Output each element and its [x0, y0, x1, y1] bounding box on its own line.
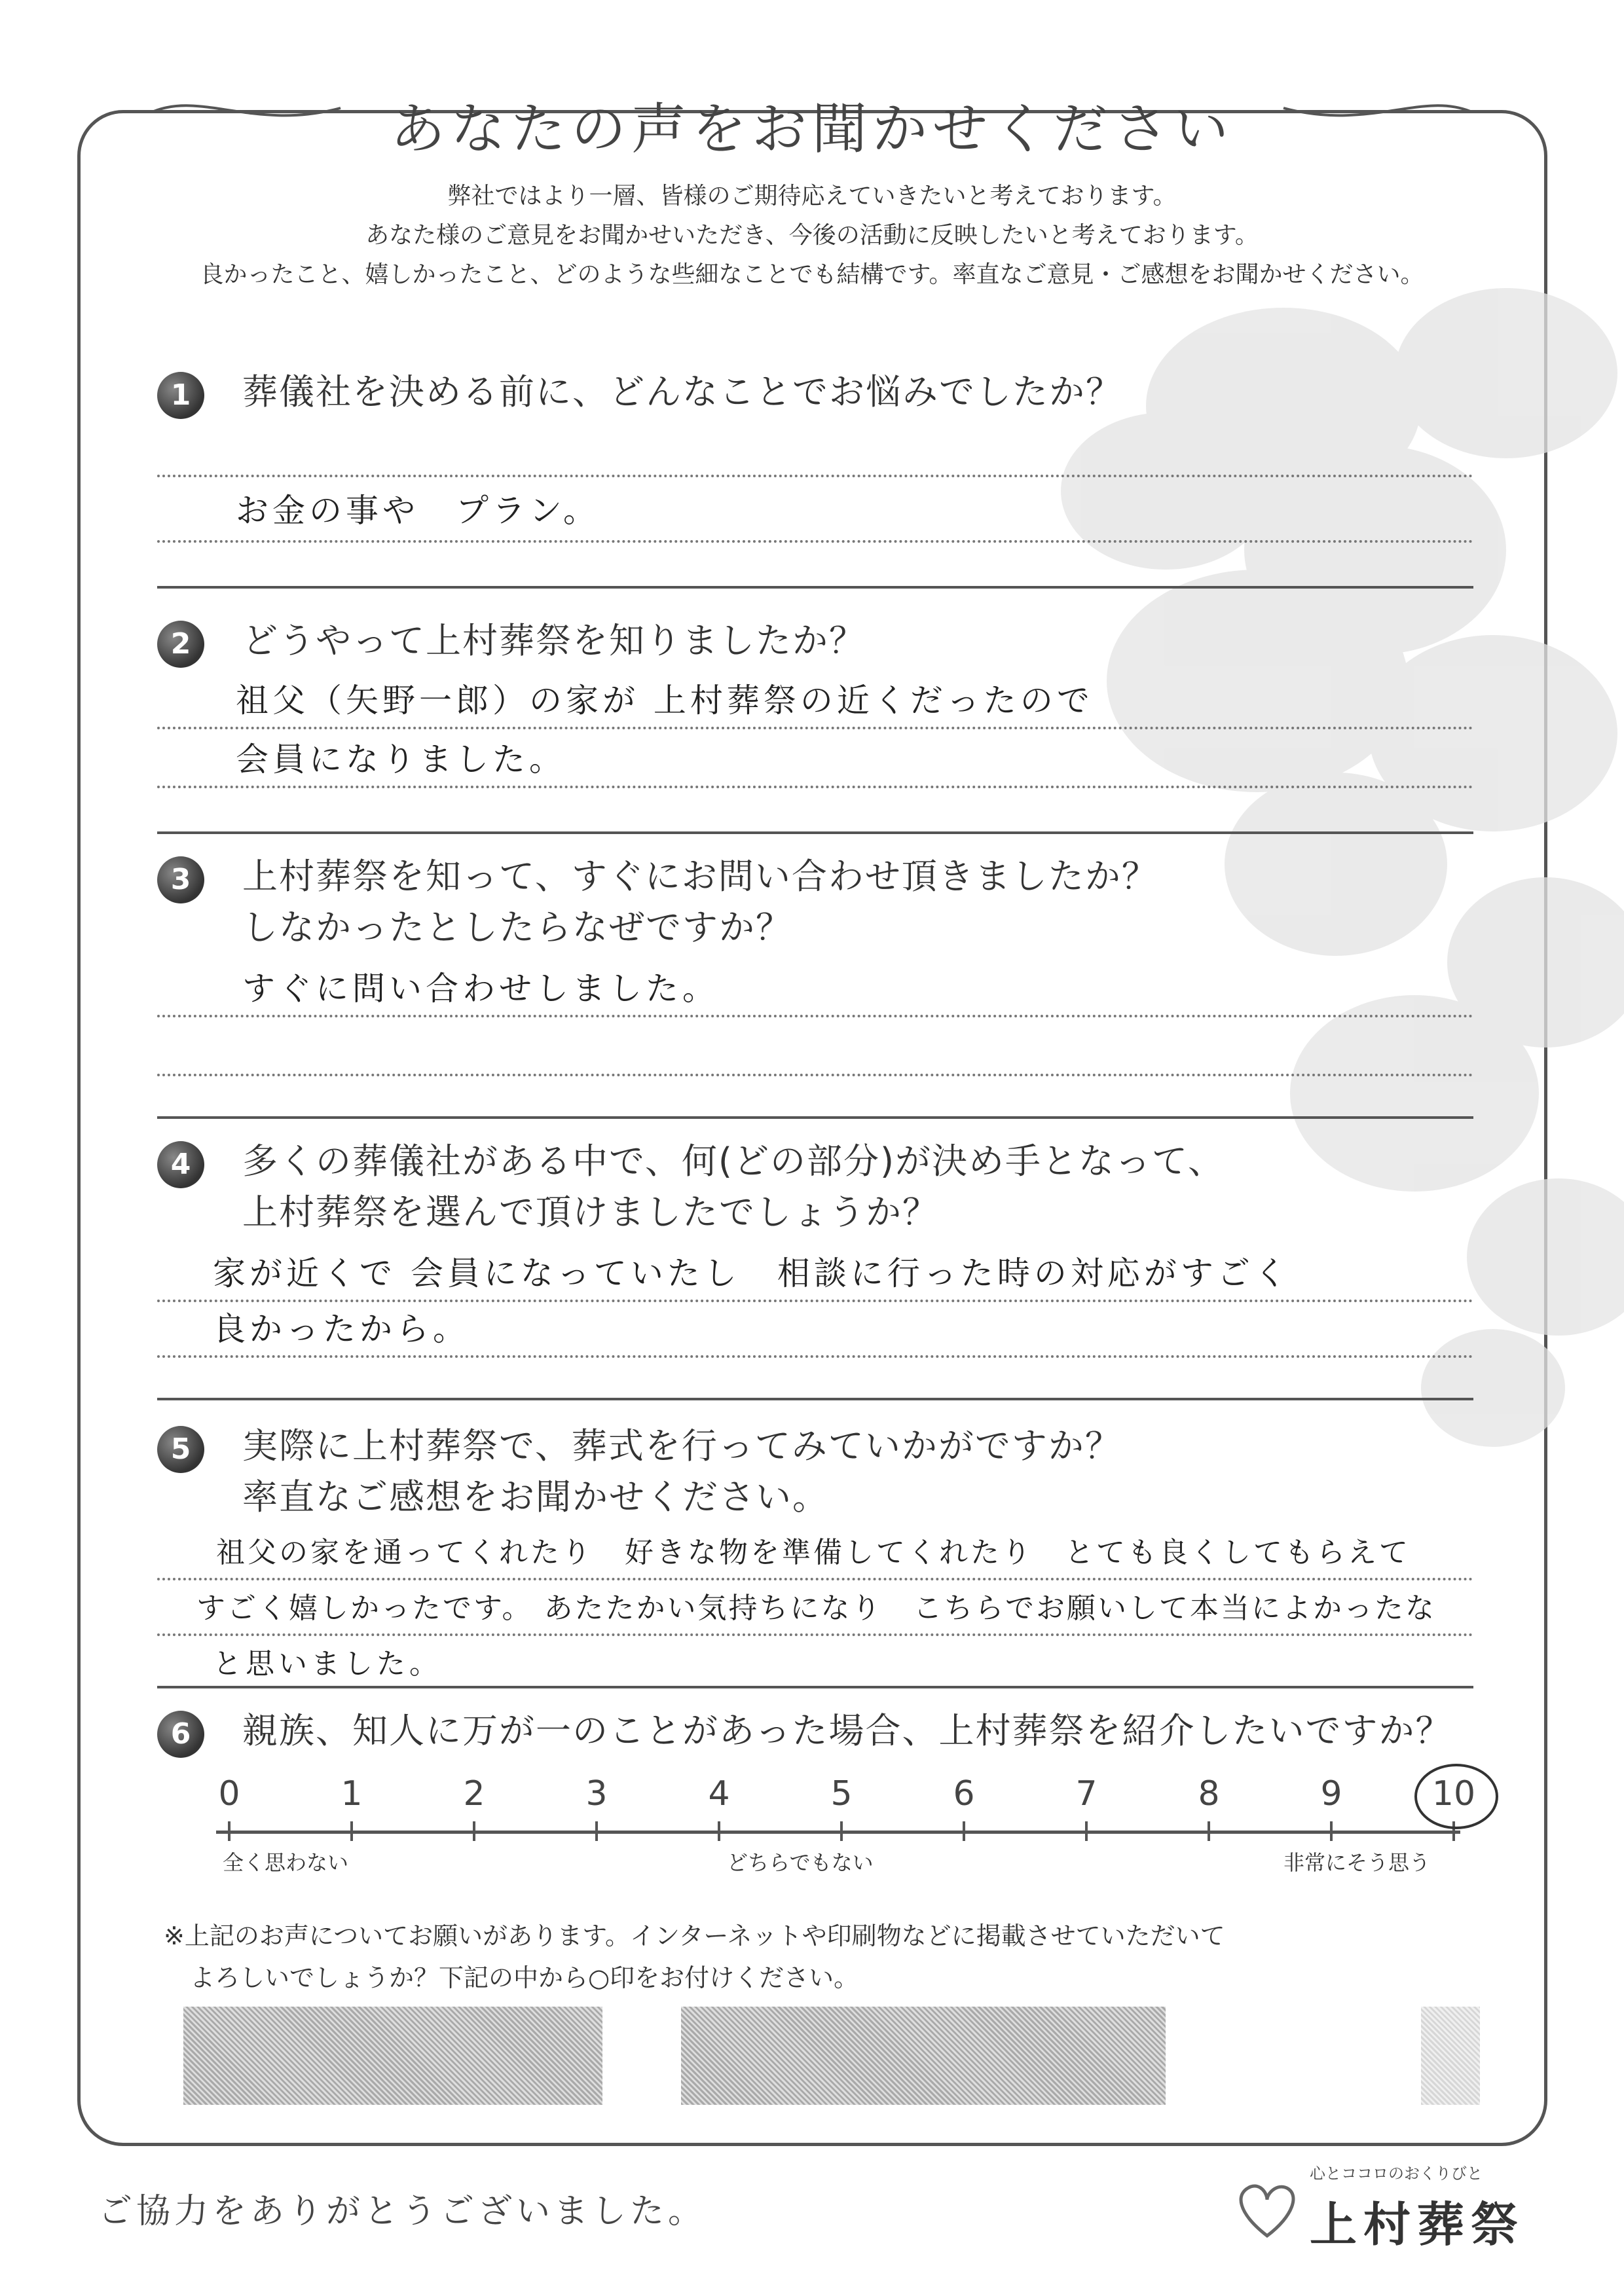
page-title: あなたの声をお聞かせください [390, 97, 1234, 161]
scale-tick-label: 10 [1431, 1774, 1476, 1813]
scale-tick-label: 5 [830, 1774, 853, 1813]
rating-scale-line [216, 1831, 1460, 1834]
brand-logo [1225, 2160, 1526, 2252]
scale-label-low: 全く思わない [223, 1850, 349, 1875]
answer-text: 祖父の家を通ってくれたり 好きな物を準備してくれたり とても良くしてもらえて [216, 1536, 1411, 1569]
answer-text: 良かったから。 [213, 1310, 470, 1348]
scale-tick-mark [963, 1821, 965, 1841]
answer-line [157, 1578, 1473, 1580]
scale-tick-mark [595, 1821, 598, 1841]
question-1 [157, 367, 1473, 589]
scale-tick-label: 8 [1198, 1774, 1220, 1813]
title-flourish-right [1277, 92, 1473, 131]
intro-line: あなた様のご意見をお聞かせいただき、今後の活動に反映したいと考えております。 [365, 222, 1259, 249]
answer-line [157, 475, 1473, 477]
scale-tick-mark [1085, 1821, 1088, 1841]
title-flourish-left [151, 92, 347, 131]
scale-tick-label: 3 [585, 1774, 608, 1813]
section-divider [157, 1116, 1473, 1119]
note-line: ※上記のお声についてお願いがあります。インターネットや印刷物などに掲載させていただいて [164, 1922, 1225, 1950]
question-2 [157, 615, 1473, 831]
redacted-area [681, 2007, 1166, 2105]
publication-consent-note [164, 1915, 1225, 1999]
section-divider [157, 1398, 1473, 1400]
scale-tick-label: 9 [1320, 1774, 1342, 1813]
section-divider [157, 586, 1473, 589]
scale-tick-mark [1208, 1821, 1210, 1841]
question-text: どうやって上村葬祭を知りましたか？ [242, 620, 866, 661]
question-text-line: 多くの葬儀社がある中で、何(どの部分)が決め手となって、 [242, 1140, 1225, 1182]
answer-line [157, 1074, 1473, 1076]
section-divider [157, 1686, 1473, 1688]
question-number-badge: 3 [157, 856, 204, 903]
scale-tick-label: 4 [708, 1774, 730, 1813]
scale-tick-mark [1330, 1821, 1333, 1841]
question-text [242, 1136, 1225, 1238]
section-divider [157, 831, 1473, 834]
scale-tick-label: 7 [1075, 1774, 1098, 1813]
scale-tick-mark [350, 1821, 353, 1841]
question-text [242, 1421, 1122, 1523]
answer-line [157, 1355, 1473, 1358]
intro-line: 弊社ではより一層、皆様のご期待応えていきたいと考えております。 [447, 183, 1177, 210]
answer-line [157, 727, 1473, 729]
question-text-line: 実際に上村葬祭で、葬式を行ってみていかがですか？ [242, 1425, 1122, 1467]
question-3 [157, 851, 1473, 1113]
selected-rating-circle [1414, 1764, 1498, 1829]
scale-tick-label: 6 [953, 1774, 975, 1813]
intro-text [0, 177, 1624, 295]
question-number-badge: 6 [157, 1711, 204, 1758]
scale-label-mid: どちらでもない [727, 1850, 874, 1875]
scale-tick-label: 0 [218, 1774, 240, 1813]
scale-tick-mark [473, 1821, 475, 1841]
brand-tagline: 心とココロのおくりびと [1310, 2164, 1483, 2183]
answer-text: すぐに問い合わせしました。 [242, 970, 719, 1008]
answer-text: すごく嬉しかったです。 あたたかい気持ちになり こちらでお願いして本当によかったな [196, 1592, 1437, 1625]
scale-tick-label: 2 [463, 1774, 485, 1813]
answer-line [157, 786, 1473, 788]
question-number-badge: 2 [157, 621, 204, 668]
intro-line: 良かったこと、嬉しかったこと、どのような些細なことでも結構です。率直なご意見・ご感想をお聞かせください。 [200, 261, 1424, 288]
note-line: よろしいでしょうか？下記の中から○印をお付けください。 [190, 1963, 859, 1992]
question-6 [157, 1705, 1473, 1764]
answer-text: 祖父（矢野一郎）の家が 上村葬祭の近くだったので [236, 682, 1094, 720]
scale-label-high: 非常にそう思う [1283, 1850, 1431, 1875]
scale-tick-mark [228, 1821, 231, 1841]
question-number-badge: 4 [157, 1141, 204, 1188]
answer-text: 家が近くで 会員になっていたし 相談に行った時の対応がすごく [213, 1254, 1291, 1292]
scale-tick-label: 1 [341, 1774, 363, 1813]
question-text-line: 上村葬祭を選んで頂けましたでしょうか？ [242, 1192, 939, 1233]
question-text: 親族、知人に万が一のことがあった場合、上村葬祭を紹介したいですか？ [242, 1710, 1452, 1751]
scale-tick-mark [840, 1821, 843, 1841]
answer-line [157, 1300, 1473, 1302]
answer-text: と思いました。 [213, 1647, 442, 1681]
rating-scale [216, 1774, 1476, 1853]
answer-line [157, 1015, 1473, 1017]
redacted-area [183, 2007, 602, 2105]
brand-name: 上村葬祭 [1310, 2197, 1525, 2252]
question-4 [157, 1136, 1473, 1398]
question-5 [157, 1421, 1473, 1715]
answer-line [157, 540, 1473, 543]
question-text-line: 率直なご感想をお聞かせください。 [242, 1476, 829, 1518]
redacted-area [1421, 2007, 1480, 2105]
answer-text: お金の事や プラン。 [236, 492, 600, 530]
question-number-badge: 5 [157, 1426, 204, 1473]
scale-tick-mark [718, 1821, 720, 1841]
answer-text: 会員になりました。 [236, 740, 566, 778]
question-text-line: 上村葬祭を知って、すぐにお問い合わせ頂きましたか？ [242, 856, 1158, 897]
heart-icon [1231, 2174, 1303, 2246]
thank-you-message: ご協力をありがとうございました。 [98, 2192, 707, 2231]
question-text-line: しなかったとしたらなぜですか？ [242, 907, 792, 948]
question-text [242, 851, 1158, 953]
question-number-badge: 1 [157, 372, 204, 419]
question-text: 葬儀社を決める前に、どんなことでお悩みでしたか？ [242, 371, 1122, 412]
answer-line [157, 1633, 1473, 1636]
